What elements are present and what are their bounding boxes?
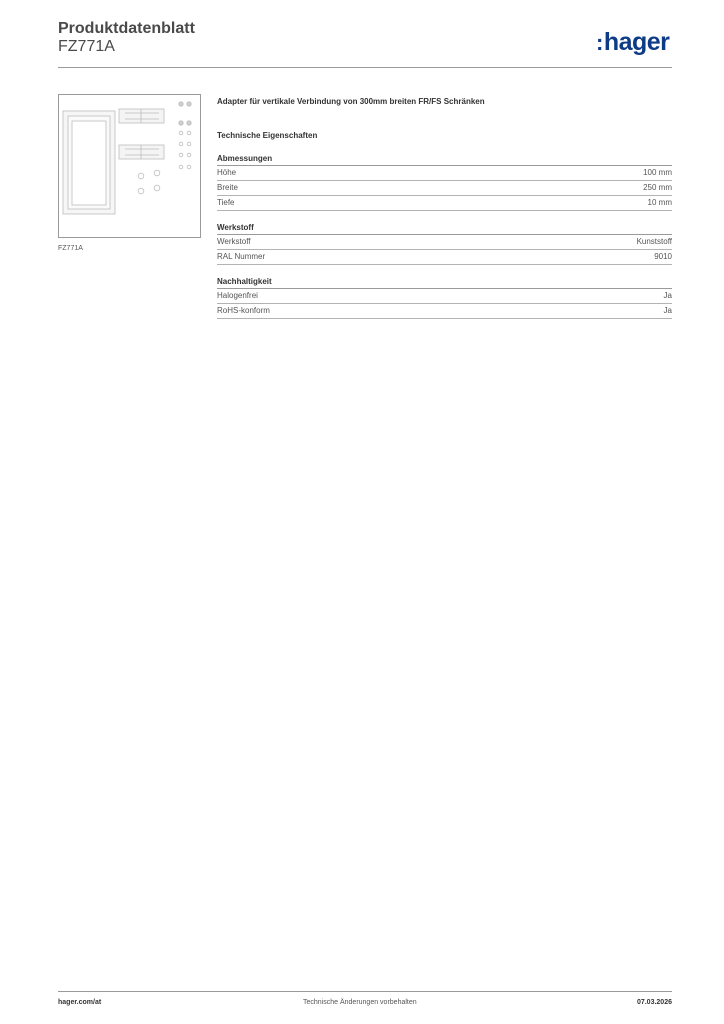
logo-text: hager xyxy=(603,28,670,56)
footer-website-link[interactable]: hager.com/at xyxy=(58,999,102,1006)
section-werkstoff xyxy=(217,223,672,265)
property-row xyxy=(217,166,672,181)
property-row xyxy=(217,289,672,304)
property-label: Tiefe xyxy=(217,198,235,207)
product-description: Adapter für vertikale Verbindung von 300mm breiten FR/FS Schränken xyxy=(217,97,485,106)
page-title: Produktdatenblatt xyxy=(58,20,195,37)
property-row xyxy=(217,304,672,319)
footer-divider xyxy=(58,991,672,992)
property-label: Werkstoff xyxy=(217,237,251,246)
property-value: Ja xyxy=(663,306,672,315)
property-label: Breite xyxy=(217,183,238,192)
section-title: Werkstoff xyxy=(217,223,672,235)
property-value: 9010 xyxy=(654,252,672,261)
logo-mark: : xyxy=(596,30,603,55)
property-label: Halogenfrei xyxy=(217,291,258,300)
property-value: 100 mm xyxy=(643,168,672,177)
footer-note: Technische Änderungen vorbehalten xyxy=(303,999,417,1006)
product-illustration xyxy=(59,95,200,237)
property-row xyxy=(217,235,672,250)
section-nachhaltigkeit xyxy=(217,277,672,319)
property-label: Höhe xyxy=(217,168,237,177)
property-value: Kunststoff xyxy=(636,237,672,246)
property-row xyxy=(217,196,672,211)
property-row xyxy=(217,250,672,265)
property-row xyxy=(217,181,672,196)
property-value: 10 mm xyxy=(647,198,672,207)
section-title: Abmessungen xyxy=(217,154,672,166)
header-divider xyxy=(58,67,672,68)
product-image xyxy=(58,94,201,238)
footer-date: 07.03.2026 xyxy=(636,999,672,1006)
tech-properties-heading: Technische Eigenschaften xyxy=(217,131,318,140)
property-label: RAL Nummer xyxy=(217,252,266,261)
property-label: RoHS-konform xyxy=(217,306,270,315)
property-value: Ja xyxy=(663,291,672,300)
property-value: 250 mm xyxy=(643,183,672,192)
section-title: Nachhaltigkeit xyxy=(217,277,672,289)
hager-logo xyxy=(596,28,669,57)
product-code: FZ771A xyxy=(58,38,115,55)
image-caption: FZ771A xyxy=(58,245,83,252)
section-abmessungen xyxy=(217,154,672,211)
product-details xyxy=(217,97,672,331)
